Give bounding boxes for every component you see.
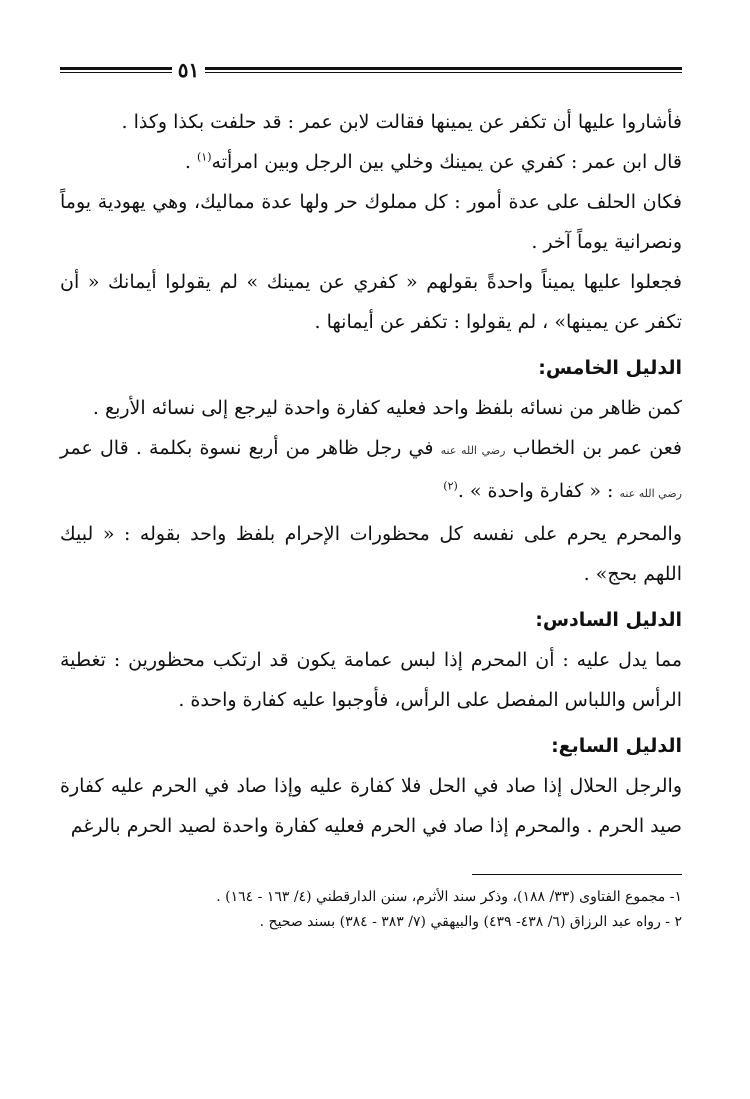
section-heading: الدليل الخامس: (538, 357, 682, 379)
paragraph (60, 142, 682, 182)
paragraph-text: فعن عمر بن الخطاب (512, 437, 682, 459)
header-rule-left (60, 67, 172, 73)
paragraph: كمن ظاهر من نسائه بلفظ واحد فعليه كفارة واحدة ليرجع إلى نسائه الأربع . (92, 397, 682, 419)
honorific-glyph: رضي الله عنه (619, 487, 682, 500)
footnote-separator (472, 874, 682, 875)
paragraph: والرجل الحلال إذا صاد في الحل فلا كفارة عليه وإذا صاد في الحرم عليه كفارة صيد الحرم . والمحرم إذا صاد في الحرم فعليه كفارة واحدة لصيد الحرم بالرغم (60, 775, 682, 837)
paragraph: فأشاروا عليها أن تكفر عن يمينها فقالت لابن عمر : قد حلفت بكذا وكذا . (121, 111, 682, 133)
book-page (60, 52, 682, 1062)
paragraph-text: قال ابن عمر : كفري عن يمينك وخلي بين الرجل وبين امرأته (211, 151, 682, 173)
page-body (60, 102, 682, 935)
footnote-ref: (١) (197, 150, 212, 164)
paragraph (60, 428, 682, 514)
paragraph-text: . (184, 151, 197, 173)
footnote-ref: (٢) (443, 479, 458, 493)
paragraph-text: في رجل ظاهر من أربع نسوة بكلمة . قال عمر (60, 437, 434, 459)
section-heading: الدليل السادس: (535, 609, 682, 631)
footnote: ١- مجموع الفتاوى (٣٣/ ١٨٨)، وذكر سند الأثرم، سنن الدارقطني (٤/ ١٦٣ - ١٦٤) . (216, 889, 682, 905)
section-heading: الدليل السابع: (551, 735, 682, 757)
paragraph: مما يدل عليه : أن المحرم إذا لبس عمامة يكون قد ارتكب محظورين : تغطية الرأس واللباس المفصل على الرأس، فأوجبوا عليه كفارة واحدة . (60, 649, 682, 711)
paragraph: فكان الحلف على عدة أمور : كل مملوك حر ولها عدة مماليك، وهي يهودية يوماً ونصرانية يوماً آخر . (60, 191, 682, 253)
header-rule-right (205, 67, 682, 73)
paragraph: والمحرم يحرم على نفسه كل محظورات الإحرام بلفظ واحد بقوله : « لبيك اللهم بحج» . (60, 523, 682, 585)
page-number: ٥١ (177, 58, 200, 82)
footnote: ٢ - رواه عبد الرزاق (٦/ ٤٣٨- ٤٣٩) والبيهقي (٧/ ٣٨٣ - ٣٨٤) بسند صحيح . (259, 914, 682, 930)
honorific-glyph: رضي الله عنه (440, 444, 506, 457)
paragraph: فجعلوا عليها يميناً واحدةً بقولهم « كفري عن يمينك » لم يقولوا أيمانك « أن تكفر عن يمينها» ، لم يقولوا : تكفر عن أيمانها . (60, 271, 682, 333)
page-header (60, 52, 682, 88)
paragraph-text: : « كفارة واحدة » . (457, 480, 614, 502)
